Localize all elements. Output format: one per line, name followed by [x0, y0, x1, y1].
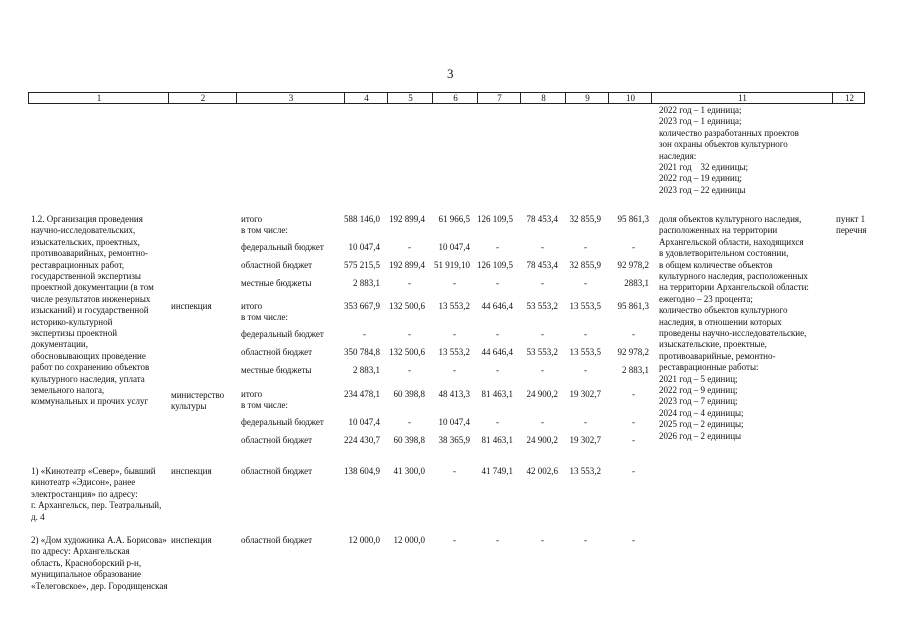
value-cell: 92 978,2: [617, 260, 649, 270]
value-cell: -: [541, 535, 544, 545]
value-cell: -: [541, 278, 544, 288]
value-cell: 61 966,5: [438, 214, 470, 224]
indicator-text: 2025 год – 2 единицы;: [659, 419, 744, 430]
value-cell: 12 000,0: [348, 535, 380, 545]
indicator-note: количество разработанных проектов: [659, 127, 799, 138]
value-cell: -: [584, 365, 587, 375]
value-cell: -: [584, 278, 587, 288]
indicator-text: изыскательские, проектные,: [659, 339, 767, 350]
indicator-note: наследия:: [659, 150, 697, 161]
item-title: культурного наследия, уплата: [31, 373, 145, 384]
funding-source-label: итого: [241, 389, 263, 399]
funding-source-label: областной бюджет: [241, 435, 313, 445]
value-cell: -: [632, 242, 635, 252]
indicator-text: наследия, в отношении которых: [659, 316, 782, 327]
sub-item-title: «Телеговское», дер. Городищенская: [31, 580, 168, 591]
funding-source-label: областной бюджет: [241, 347, 313, 357]
item-title: государственной экспертизы: [31, 271, 141, 281]
value-cell: 38 365,9: [438, 435, 470, 445]
item-title: проектной документации (в том: [31, 282, 154, 293]
value-cell: 44 646,4: [481, 301, 513, 311]
value-cell: 192 899,4: [389, 260, 425, 270]
funding-source-label: итого: [241, 301, 263, 311]
funding-source-label: федеральный бюджет: [241, 417, 324, 427]
indicator-text: на территории Архангельской области:: [659, 282, 809, 293]
column-header: 12: [845, 93, 854, 103]
value-cell: 13 553,2: [438, 347, 470, 357]
executor-label: инспекция: [171, 535, 212, 545]
value-cell: 224 430,7: [344, 435, 380, 445]
value-cell: 234 478,1: [344, 389, 380, 399]
item-title: историко-культурной: [31, 316, 113, 327]
item-title: числе результатов инженерных: [31, 293, 151, 304]
value-cell: -: [496, 278, 499, 288]
value-cell: 95 861,3: [617, 301, 649, 311]
indicator-note: 2023 год – 22 единицы: [659, 184, 746, 195]
value-cell: -: [408, 365, 411, 375]
indicator-text: противоаварийные, ремонтно-: [659, 350, 776, 361]
indicator-note: 2022 год – 19 единиц;: [659, 173, 743, 184]
indicator-text: доля объектов культурного наследия,: [659, 214, 802, 224]
sub-item-title: область, Красноборский р-н,: [31, 557, 142, 568]
value-cell: 60 398,8: [393, 389, 425, 399]
column-header: 9: [585, 93, 590, 103]
value-cell: -: [496, 242, 499, 252]
item-title: работ по сохранению объектов: [31, 362, 150, 373]
column-header: 6: [453, 93, 458, 103]
item-title: экспертизы проектной: [31, 328, 118, 338]
reference-text: перечня: [836, 225, 867, 236]
column-header: 3: [288, 93, 294, 103]
value-cell: -: [584, 417, 587, 427]
funding-source-label: областной бюджет: [241, 535, 313, 545]
value-cell: 53 553,2: [526, 301, 558, 311]
item-title: документации,: [31, 339, 88, 350]
indicator-note: 2022 год – 1 единица;: [659, 105, 742, 115]
value-cell: 51 919,10: [434, 260, 470, 270]
value-cell: -: [584, 242, 587, 252]
value-cell: 81 463,1: [481, 389, 513, 399]
funding-source-label: областной бюджет: [241, 466, 313, 476]
value-cell: -: [632, 535, 635, 545]
indicator-note: зон охраны объектов культурного: [659, 139, 788, 150]
value-cell: -: [453, 278, 456, 288]
sub-item-title: д. 4: [31, 511, 45, 522]
item-title: научно-исследовательских,: [31, 225, 136, 236]
funding-source-label: в том числе:: [241, 400, 288, 411]
value-cell: -: [584, 329, 587, 339]
indicator-text: количество объектов культурного: [659, 305, 788, 316]
item-title: обосновывающих проведение: [31, 350, 146, 361]
item-title: коммунальных и прочих услуг: [31, 396, 149, 407]
value-cell: 32 855,9: [569, 214, 601, 224]
value-cell: 78 453,4: [526, 260, 558, 270]
value-cell: 19 302,7: [569, 389, 601, 399]
indicator-text: ежегодно – 23 процента;: [659, 293, 753, 304]
value-cell: -: [496, 365, 499, 375]
indicator-text: в удовлетворительном состоянии,: [659, 248, 789, 259]
value-cell: -: [496, 329, 499, 339]
value-cell: 575 215,5: [344, 260, 380, 270]
item-title: противоаварийных, ремонтно-: [31, 248, 149, 259]
funding-source-label: местные бюджеты: [241, 278, 312, 288]
funding-source-label: федеральный бюджет: [241, 242, 324, 252]
value-cell: 42 002,6: [526, 466, 558, 476]
reference-text: пункт 1: [836, 214, 866, 224]
indicator-note: 2021 год 32 единицы;: [659, 162, 749, 172]
indicator-text: 2022 год – 9 единиц;: [659, 385, 738, 395]
executor-label: инспекция: [171, 301, 212, 311]
indicator-text: расположенных на территории: [659, 225, 778, 236]
funding-source-label: в том числе:: [241, 312, 288, 323]
sub-item-title: г. Архангельск, пер. Театральный,: [31, 500, 162, 511]
item-title: изысканий) и государственной: [31, 305, 149, 316]
value-cell: 350 784,8: [344, 347, 380, 357]
value-cell: -: [584, 535, 587, 545]
value-cell: 132 500,6: [389, 347, 425, 357]
sub-item-title: муниципальное образование: [31, 569, 141, 580]
funding-source-label: в том числе:: [241, 225, 288, 236]
value-cell: 44 646,4: [481, 347, 513, 357]
indicator-text: Архангельской области, находящихся: [659, 236, 804, 247]
column-header: 10: [626, 93, 635, 103]
indicator-text: 2021 год – 5 единиц;: [659, 373, 738, 384]
sub-item-title: по адресу: Архангельская: [31, 546, 130, 557]
column-header-row: [28, 92, 865, 104]
value-cell: 2883,1: [624, 278, 649, 288]
value-cell: 2 883,1: [353, 278, 380, 288]
value-cell: 132 500,6: [389, 301, 425, 311]
value-cell: 10 047,4: [348, 242, 380, 252]
value-cell: -: [632, 389, 635, 399]
value-cell: -: [453, 365, 456, 375]
column-header: 11: [738, 93, 747, 103]
value-cell: -: [408, 329, 411, 339]
funding-source-label: федеральный бюджет: [241, 329, 324, 339]
value-cell: 192 899,4: [389, 214, 425, 224]
sub-item-title: 1) «Кинотеатр «Север», бывший: [31, 466, 156, 476]
funding-source-label: местные бюджеты: [241, 365, 312, 375]
column-header: 7: [497, 93, 502, 103]
value-cell: 13 553,2: [438, 301, 470, 311]
column-header: 5: [408, 93, 413, 103]
value-cell: 10 047,4: [438, 242, 470, 252]
item-title: изыскательских, проектных,: [31, 236, 140, 247]
indicator-text: 2023 год – 7 единиц;: [659, 396, 738, 407]
value-cell: 13 553,5: [569, 347, 601, 357]
value-cell: -: [632, 329, 635, 339]
value-cell: -: [453, 329, 456, 339]
value-cell: 48 413,3: [438, 389, 470, 399]
item-title: земельного налога,: [31, 385, 105, 395]
value-cell: -: [541, 242, 544, 252]
value-cell: -: [632, 466, 635, 476]
value-cell: 13 553,2: [569, 466, 601, 476]
value-cell: 24 900,2: [526, 435, 558, 445]
value-cell: -: [541, 329, 544, 339]
value-cell: 60 398,8: [393, 435, 425, 445]
sub-item-title: 2) «Дом художника А.А. Борисова»: [31, 535, 167, 545]
value-cell: 138 604,9: [344, 466, 380, 476]
value-cell: 353 667,9: [344, 301, 380, 311]
indicator-text: в общем количестве объектов: [659, 259, 773, 270]
column-header: 8: [541, 93, 546, 103]
value-cell: 19 302,7: [569, 435, 601, 445]
value-cell: 12 000,0: [393, 535, 425, 545]
executor-label: культуры: [171, 401, 207, 412]
value-cell: 81 463,1: [481, 435, 513, 445]
sub-item-title: кинотеатр «Эдисон», ранее: [31, 477, 136, 488]
value-cell: 2 883,1: [353, 365, 380, 375]
executor-label: инспекция: [171, 466, 212, 476]
value-cell: -: [408, 417, 411, 427]
value-cell: 24 900,2: [526, 389, 558, 399]
value-cell: 95 861,3: [617, 214, 649, 224]
column-header: 4: [364, 93, 369, 103]
value-cell: 53 553,2: [526, 347, 558, 357]
value-cell: -: [541, 365, 544, 375]
indicator-text: культурного наследия, расположенных: [659, 271, 808, 281]
indicator-text: проведены научно-исследовательские,: [659, 328, 807, 338]
value-cell: 126 109,5: [477, 260, 513, 270]
value-cell: -: [496, 417, 499, 427]
indicator-text: реставрационные работы:: [659, 362, 759, 373]
value-cell: -: [453, 535, 456, 545]
value-cell: 41 749,1: [481, 466, 513, 476]
value-cell: -: [453, 466, 456, 476]
value-cell: 92 978,2: [617, 347, 649, 357]
column-header: 1: [96, 93, 102, 103]
value-cell: -: [363, 329, 366, 339]
value-cell: -: [541, 417, 544, 427]
indicator-note: 2023 год – 1 единица;: [659, 116, 742, 127]
funding-source-label: областной бюджет: [241, 260, 313, 270]
item-title: реставрационных работ,: [31, 259, 125, 270]
value-cell: -: [632, 417, 635, 427]
value-cell: -: [408, 278, 411, 288]
value-cell: 10 047,4: [348, 417, 380, 427]
column-header: 2: [200, 93, 206, 103]
item-title: 1.2. Организация проведения: [31, 214, 143, 224]
value-cell: 78 453,4: [526, 214, 558, 224]
value-cell: -: [496, 535, 499, 545]
value-cell: 10 047,4: [438, 417, 470, 427]
executor-label: министерство: [171, 390, 225, 400]
funding-source-label: итого: [241, 214, 263, 224]
indicator-text: 2026 год – 2 единицы: [659, 430, 742, 441]
value-cell: 588 146,0: [344, 214, 380, 224]
value-cell: 32 855,9: [569, 260, 601, 270]
indicator-text: 2024 год – 4 единицы;: [659, 407, 744, 418]
value-cell: 13 553,5: [569, 301, 601, 311]
value-cell: -: [632, 435, 635, 445]
page-number: 3: [447, 66, 454, 81]
value-cell: 126 109,5: [477, 214, 513, 224]
sub-item-title: электростанция» по адресу:: [31, 488, 138, 499]
value-cell: 41 300,0: [393, 466, 425, 476]
value-cell: -: [408, 242, 411, 252]
value-cell: 2 883,1: [622, 365, 649, 375]
